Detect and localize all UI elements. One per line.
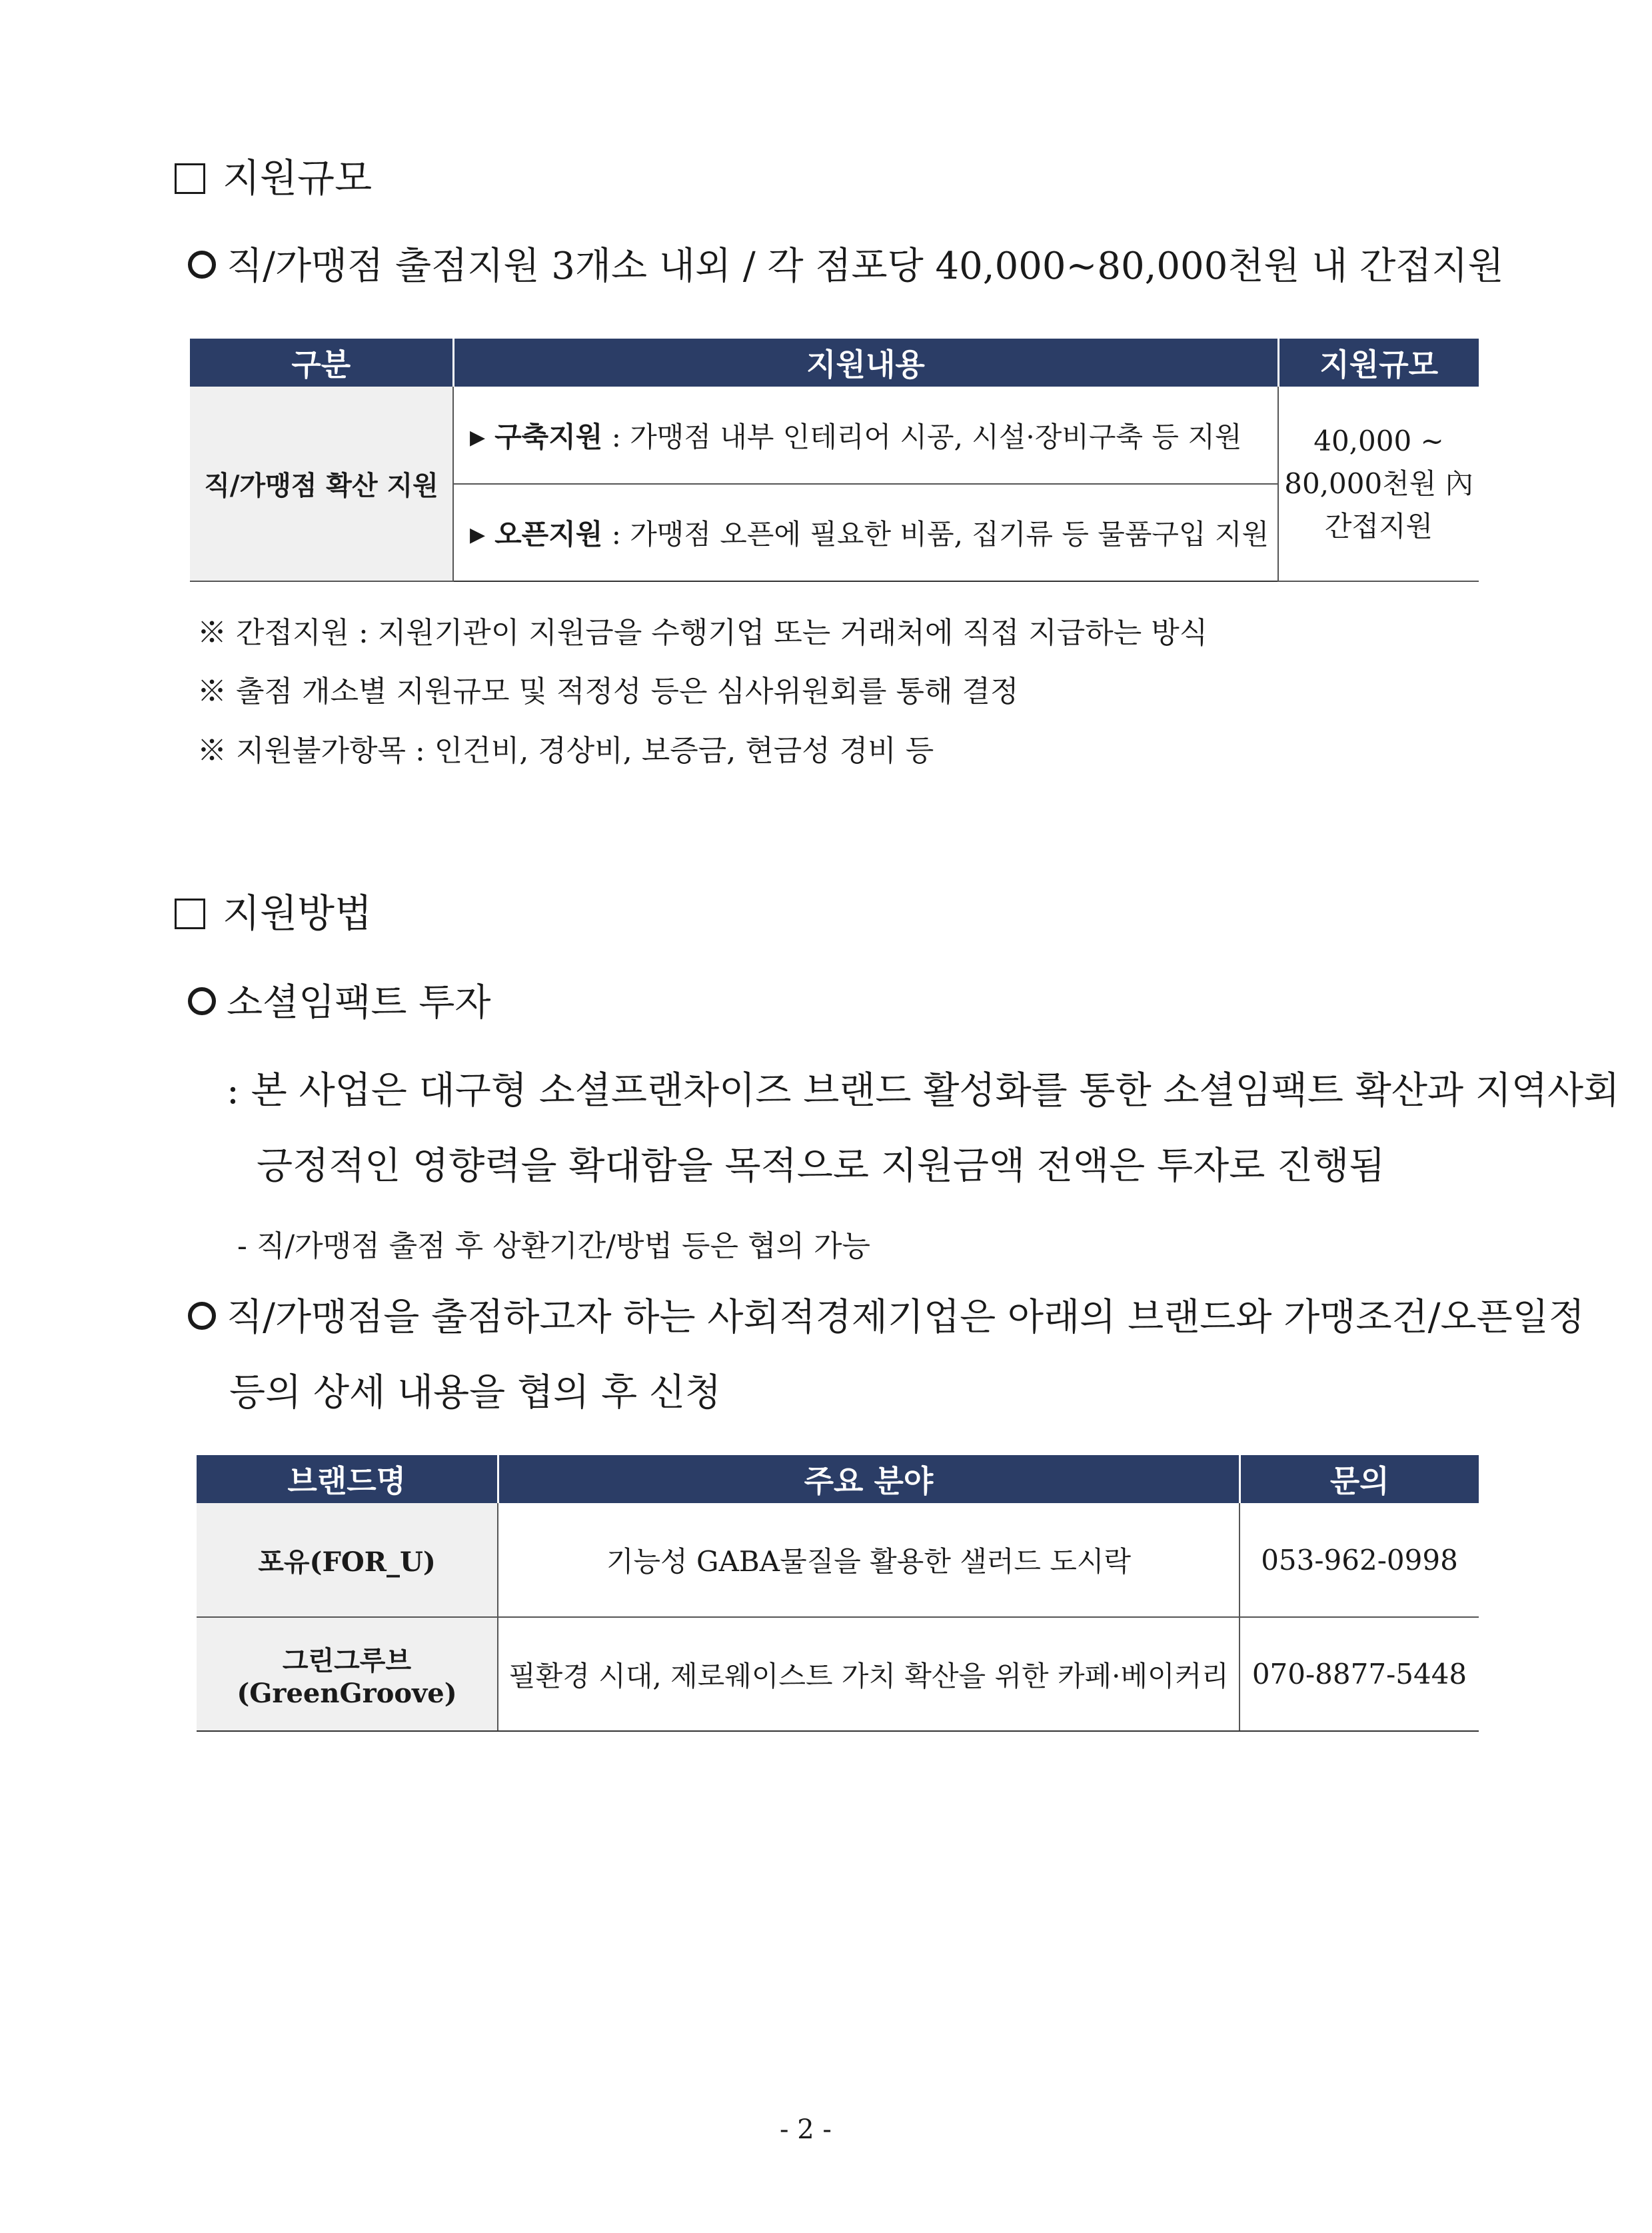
heading-text: 지원방법 [223,891,373,936]
scale-line: 간접지원 [1324,509,1433,543]
note-indirect-support: ※ 간접지원 : 지원기관이 지원금을 수행기업 또는 거래처에 직접 지급하는 방식 [197,616,1208,650]
field-cell: 필환경 시대, 제로웨이스트 가치 확산을 위한 카페·베이커리 [498,1617,1239,1731]
circle-bullet-icon [188,1302,216,1330]
header-brand: 브랜드명 [197,1455,498,1503]
table-row [197,1617,1479,1731]
header-contact: 문의 [1239,1455,1479,1503]
content-label: 오픈지원 [494,518,603,551]
sub-line: - 직/가맹점 출점 후 상환기간/방법 등은 협의 가능 [237,1229,870,1263]
table-header-row [190,339,1479,387]
checkbox-square-icon [175,899,205,929]
contact-cell: 070-8877-5448 [1239,1617,1479,1731]
bullet-continuation: 등의 상세 내용을 협의 후 신청 [229,1371,722,1414]
brand-table [197,1455,1479,1732]
circle-bullet-icon [188,987,216,1015]
header-field: 주요 분야 [498,1455,1239,1503]
contact-cell: 053-962-0998 [1239,1503,1479,1617]
brand-cell: 포유(FOR_U) [197,1503,498,1617]
body-line: : 본 사업은 대구형 소셜프랜차이즈 브랜드 활성화를 통한 소셜임팩트 확산과 지역사회 [227,1069,1620,1113]
note-review-committee: ※ 출점 개소별 지원규모 및 적정성 등은 심사위원회를 통해 결정 [197,675,1019,709]
content-desc: : 가맹점 내부 인테리어 시공, 시설·장비구축 등 지원 [602,420,1242,453]
field-cell: 기능성 GABA물질을 활용한 샐러드 도시락 [498,1503,1239,1617]
header-category: 구분 [190,339,453,387]
scale-cell [1278,387,1479,581]
page-number: - 2 - [780,2114,832,2145]
content-desc: : 가맹점 오픈에 필요한 비품, 집기류 등 물품구입 지원 [602,518,1269,551]
bullet-text: 직/가맹점을 출점하고자 하는 사회적경제기업은 아래의 브랜드와 가맹조건/오픈일정 [227,1296,1585,1339]
header-content: 지원내용 [453,339,1278,387]
table-header-row [197,1455,1479,1503]
section-heading-support-method [175,890,372,937]
category-cell: 직/가맹점 확산 지원 [190,387,453,581]
scale-line: 80,000천원 內 [1284,467,1473,500]
heading-text: 지원규모 [223,155,373,201]
body-line: 긍정적인 영향력을 확대함을 목적으로 지원금액 전액은 투자로 진행됨 [257,1144,1385,1188]
scale-line: 40,000 ~ [1313,424,1444,457]
table-row [190,387,1479,484]
header-scale: 지원규모 [1278,339,1479,387]
bullet-social-impact [188,980,490,1027]
content-cell [453,484,1278,581]
bullet-text: 직/가맹점 출점지원 3개소 내외 / 각 점포당 40,000~80,000천원 내 간접지원 [227,245,1504,288]
brand-cell: 그린그루브(GreenGroove) [197,1617,498,1731]
bullet-support-overview [188,243,1504,290]
checkbox-square-icon [175,163,205,194]
support-scale-table [190,339,1479,582]
table-row [197,1503,1479,1617]
content-cell [453,387,1278,484]
bullet-text: 소셜임팩트 투자 [227,981,491,1025]
triangle-bullet-icon: ▶ [470,425,486,449]
content-label: 구축지원 [494,420,603,453]
section-heading-support-scale [175,155,372,201]
bullet-apply-info [188,1294,1585,1341]
note-excluded-items: ※ 지원불가항목 : 인건비, 경상비, 보증금, 현금성 경비 등 [197,734,934,768]
circle-bullet-icon [188,251,216,279]
triangle-bullet-icon: ▶ [470,523,486,547]
